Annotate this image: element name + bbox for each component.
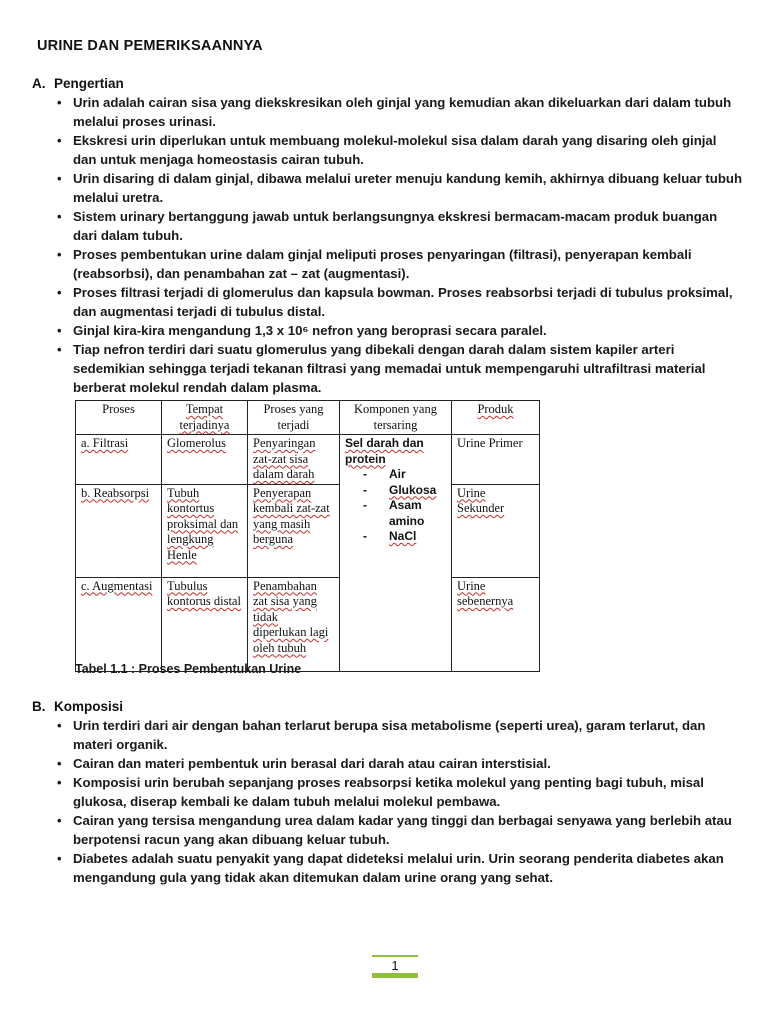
list-item-text: Ginjal kira-kira mengandung 1,3 x 10⁶ nefron yang beroprasi secara paralel. [73, 323, 547, 338]
komponen-item-text: Asam amino [389, 498, 425, 528]
bullet-icon: • [57, 285, 62, 300]
dash-icon: - [363, 498, 367, 512]
komponen-item [345, 483, 446, 499]
table-cell-tempat: Tubuh kontortus proksimal dan lengkung Henle [162, 484, 248, 577]
list-item [32, 245, 743, 283]
bullet-icon: • [57, 133, 62, 148]
list-item [32, 283, 743, 321]
table-header-cell: Produk [452, 401, 540, 435]
table-row [76, 484, 540, 577]
section-letter: B. [32, 699, 46, 714]
list-item-text: Ekskresi urin diperlukan untuk membuang molekul-molekul sisa dalam darah yang disaring oleh ginjal dan untuk menjaga homeostasis cairan tubuh. [73, 133, 717, 167]
table-row [76, 577, 540, 671]
list-item [32, 131, 743, 169]
bullet-icon: • [57, 851, 62, 866]
table-cell-produk: Urine Sekunder [452, 484, 540, 577]
table-cell-proses-terjadi: Penambahan zat sisa yang tidak diperlukan lagi oleh tubuh [248, 577, 340, 671]
bullet-icon: • [57, 813, 62, 828]
section-komposisi [32, 697, 743, 887]
list-item-text: Proses filtrasi terjadi di glomerulus dan kapsula bowman. Proses reabsorbsi terjadi di tubulus proksimal, dan augmentasi terjadi di tubulus distal. [73, 285, 733, 319]
table-header-cell: Tempat terjadinya [162, 401, 248, 435]
table-cell-proses-terjadi: Penyaringan zat-zat sisa dalam darah [248, 435, 340, 485]
bullet-icon: • [57, 718, 62, 733]
komponen-item-text: Glukosa [389, 482, 437, 497]
bullet-icon: • [57, 247, 62, 262]
dash-icon: - [363, 467, 367, 481]
table-header-row [76, 401, 540, 435]
table-caption: Tabel 1.1 : Proses Pembentukan Urine [75, 662, 302, 676]
section-heading [32, 74, 743, 93]
list-item-text: Cairan yang tersisa mengandung urea dalam kadar yang tinggi dan berbagai senyawa yang berlebih atau berpotensi racun yang akan dibuang keluar tubuh. [73, 813, 732, 847]
list-item-text: Tiap nefron terdiri dari suatu glomerulus yang dibekali dengan darah dalam sistem kapiler arteri sedemikian sehingga terjadi tekanan filtrasi yang memadai untuk mempengaruhi ultrafiltrasi material berberat molekul rendah dalam plasma. [73, 342, 706, 395]
list-item-text: Komposisi urin berubah sepanjang proses reabsorpsi ketika molekul yang penting bagi tubuh, misal glukosa, diserap kembali ke dalam tubuh melalui molekul pembawa. [73, 775, 704, 809]
komponen-item [345, 467, 446, 483]
bullet-icon: • [57, 323, 62, 338]
table-cell-komponen [340, 435, 452, 672]
komponen-item [345, 498, 446, 529]
list-item [32, 169, 743, 207]
list-item-text: Urin adalah cairan sisa yang diekskresikan oleh ginjal yang kemudian akan dikeluarkan dari dalam tubuh melalui proses urinasi. [73, 95, 732, 129]
bullet-list [32, 716, 743, 887]
bullet-icon: • [57, 756, 62, 771]
page-number-bar [372, 973, 418, 978]
bullet-icon: • [57, 171, 62, 186]
section-title: Pengertian [54, 76, 124, 91]
table-cell-tempat: Tubulus kontorus distal [162, 577, 248, 671]
list-item [32, 754, 743, 773]
list-item-text: Diabetes adalah suatu penyakit yang dapat dideteksi melalui urin. Urin seorang penderita diabetes akan mengandung gula yang tidak akan ditemukan dalam urine orang yang sehat. [73, 851, 724, 885]
section-heading [32, 697, 743, 716]
table-cell-proses-terjadi: Penyerapan kembali zat-zat yang masih berguna [248, 484, 340, 577]
dash-icon: - [363, 482, 367, 497]
table-cell-tempat: Glomerolus [162, 435, 248, 485]
komponen-item-text: NaCl [389, 529, 417, 543]
list-item [32, 93, 743, 131]
bullet-list [32, 93, 743, 397]
bullet-icon: • [57, 342, 62, 357]
list-item-text: Proses pembentukan urine dalam ginjal meliputi proses penyaringan (filtrasi), penyerapan kembali (reabsorbsi), dan penambahan zat – zat (augmentasi). [73, 247, 692, 281]
section-letter: A. [32, 76, 46, 91]
bullet-icon: • [57, 209, 62, 224]
section-pengertian [32, 74, 743, 397]
page-number: 1 [372, 955, 418, 976]
table-cell-proses: a. Filtrasi [76, 435, 162, 485]
list-item-text: Cairan dan materi pembentuk urin berasal dari darah atau cairan interstisial. [73, 756, 551, 771]
komponen-intro: Sel darah dan protein [345, 436, 424, 466]
list-item-text: Urin disaring di dalam ginjal, dibawa melalui ureter menuju kandung kemih, akhirnya dibuang keluar tubuh melalui uretra. [73, 171, 743, 205]
table-header-cell: Komponen yang tersaring [340, 401, 452, 435]
document-title: URINE DAN PEMERIKSAANNYA [37, 38, 263, 54]
komponen-item-text: Air [389, 467, 406, 481]
section-title: Komposisi [54, 699, 124, 714]
dash-icon: - [363, 529, 367, 543]
list-item [32, 340, 743, 397]
list-item [32, 716, 743, 754]
table-cell-produk: Urine sebenernya [452, 577, 540, 671]
table-header-cell: Proses [76, 401, 162, 435]
table-header-cell: Proses yang terjadi [248, 401, 340, 435]
list-item [32, 811, 743, 849]
table-cell-proses: c. Augmentasi [76, 577, 162, 671]
table-cell-produk: Urine Primer [452, 435, 540, 485]
list-item [32, 849, 743, 887]
list-item-text: Sistem urinary bertanggung jawab untuk berlangsungnya ekskresi bermacam-macam produk buangan dari dalam tubuh. [73, 209, 718, 243]
list-item [32, 773, 743, 811]
table-row [76, 435, 540, 485]
process-table [75, 400, 540, 672]
list-item [32, 321, 743, 340]
bullet-icon: • [57, 95, 62, 110]
bullet-icon: • [57, 775, 62, 790]
table-cell-proses: b. Reabsorpsi [76, 484, 162, 577]
list-item [32, 207, 743, 245]
list-item-text: Urin terdiri dari air dengan bahan terlarut berupa sisa metabolisme (seperti urea), garam terlarut, dan materi organik. [73, 718, 706, 752]
komponen-item [345, 529, 446, 545]
